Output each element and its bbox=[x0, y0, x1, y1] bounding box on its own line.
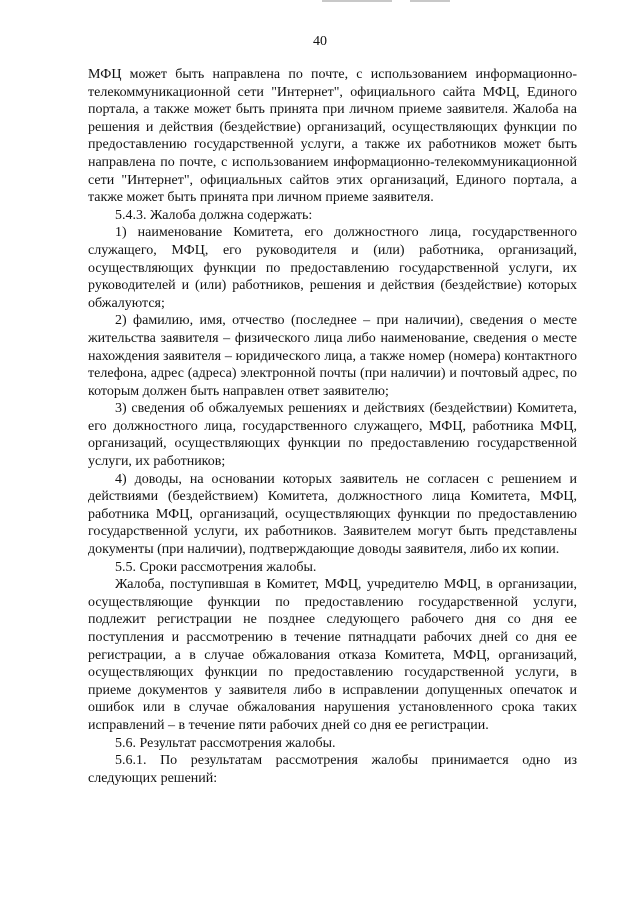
list-item: 3) сведения об обжалуемых решениях и действиях (бездействии) Комитета, его должностного лица, государственного служащего, МФЦ, работника МФЦ, организаций, осуществляющих функции по предоставлению государственной услуги, их работников; bbox=[88, 401, 577, 470]
list-item: 1) наименование Комитета, его должностного лица, государственного служащего, МФЦ, его руководителя и (или) работника, организаций, осуществляющих функции по предоставлению государственной услуги, их руководителей и (или) работников, решения и действия (бездействие) которых обжалуются; bbox=[88, 225, 577, 311]
scan-edge-mark bbox=[322, 0, 392, 2]
paragraph: МФЦ может быть направлена по почте, с использованием информационно-телекоммуникационной сети "Интернет", официального сайта МФЦ, Единого портала, а также может быть принята при личном приеме заявителя. Жалоба на решения и действия (бездействие) организаций, осуществляющих функции по предоставлению государственной услуги, а также их работников может быть направлена по почте, с использованием информационно-телекоммуникационной сети "Интернет", официальных сайтов этих организаций, Единого портала, а также может быть принята при личном приеме заявителя. bbox=[88, 67, 577, 206]
section-heading: 5.6. Результат рассмотрения жалобы. bbox=[115, 735, 336, 751]
document-body bbox=[88, 66, 577, 787]
page-number: 40 bbox=[313, 34, 327, 49]
section-heading: 5.4.3. Жалоба должна содержать: bbox=[115, 207, 313, 223]
section-heading: 5.5. Сроки рассмотрения жалобы. bbox=[115, 559, 317, 575]
paragraph: Жалоба, поступившая в Комитет, МФЦ, учредителю МФЦ, в организации, осуществляющие функции по предоставлению государственной услуги, подлежит регистрации не позднее следующего рабочего дня со дня ее поступления и рассмотрению в течение пятнадцати рабочих дней со дня ее регистрации, а в случае обжалования отказа Комитета, МФЦ, организаций, осуществляющих функции по предоставлению государственной услуги, в приеме документов у заявителя либо в исправлении допущенных опечаток и ошибок или в случае обжалования нарушения установленного срока таких исправлений – в течение пяти рабочих дней со дня ее регистрации. bbox=[88, 577, 577, 733]
list-item: 4) доводы, на основании которых заявитель не согласен с решением и действиями (бездействием) Комитета, должностного лица Комитета, МФЦ, работника МФЦ, организаций, осуществляющих функции по предоставлению государственной услуги, их работников. Заявителем могут быть представлены документы (при наличии), подтверждающие доводы заявителя, либо их копии. bbox=[88, 471, 577, 558]
scan-edge-mark bbox=[410, 0, 450, 2]
paragraph: 5.6.1. По результатам рассмотрения жалобы принимается одно из следующих решений: bbox=[88, 753, 577, 786]
list-item: 2) фамилию, имя, отчество (последнее – при наличии), сведения о месте жительства заявителя – физического лица либо наименование, сведения о месте нахождения заявителя – юридического лица, а также номер (номера) контактного телефона, адрес (адреса) электронной почты (при наличии) и почтовый адрес, по которым должен быть направлен ответ заявителю; bbox=[88, 313, 577, 399]
